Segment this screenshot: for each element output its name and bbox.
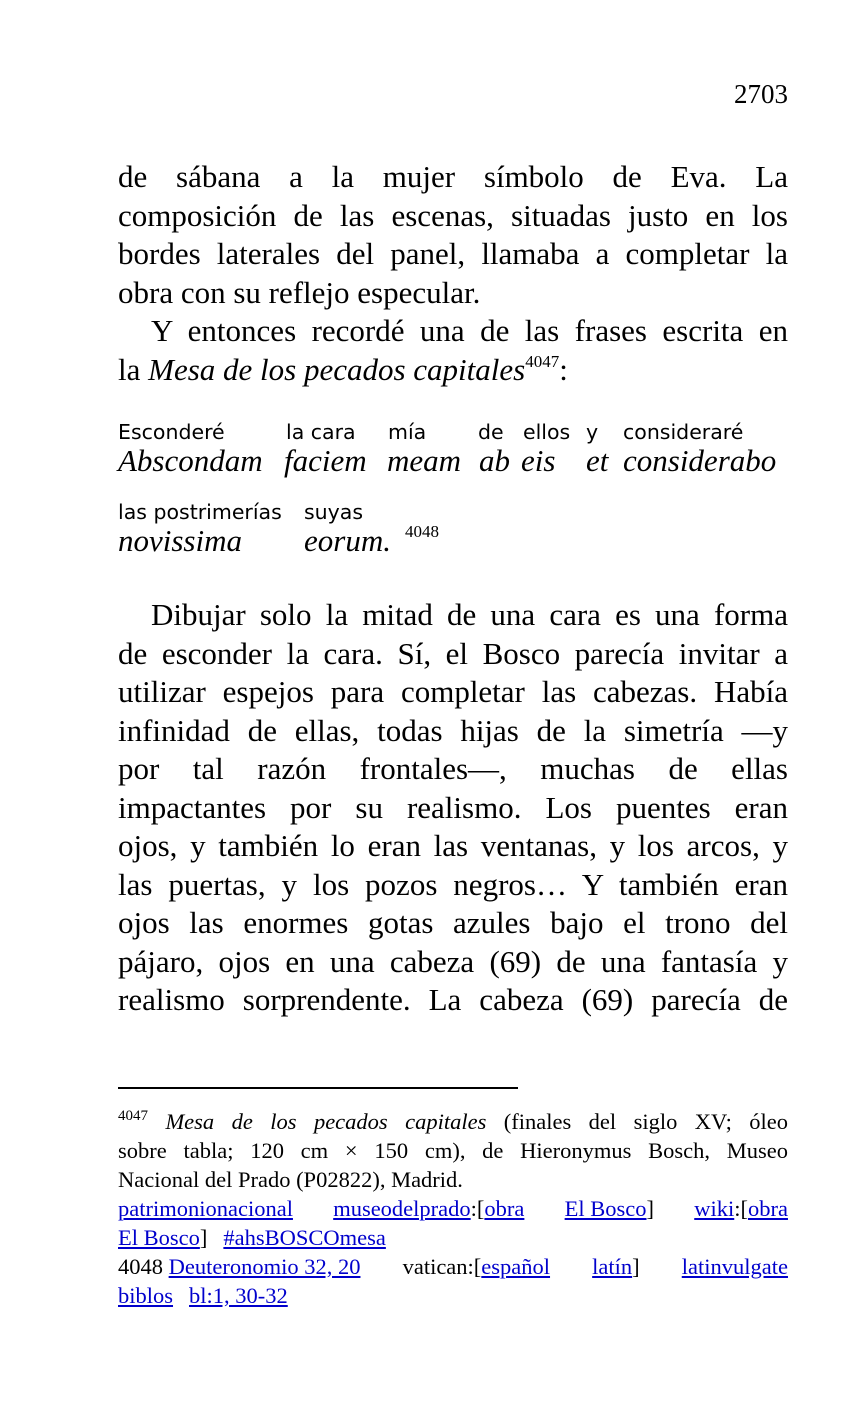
paragraph-line: ojos las enormes gotas azules bajo el trono del — [118, 905, 788, 940]
paragraph-line: utilizar espejos para completar las cabezas. Había — [118, 674, 788, 709]
link-biblos[interactable]: biblos — [118, 1283, 174, 1308]
latin-word: Abscondam — [118, 443, 263, 478]
paragraph-line: composición de las escenas, situadas justo en los — [118, 197, 788, 233]
link-hashtag[interactable]: #ahsBOSCOmesa — [223, 1225, 386, 1250]
latin-word: et — [586, 443, 609, 478]
latin-word: eis — [521, 443, 556, 478]
footnote-links — [118, 1194, 788, 1223]
work-title: Mesa de los pecados capitales — [148, 351, 526, 387]
footnote-separator — [118, 1087, 518, 1089]
gloss-word: suyas — [304, 500, 364, 524]
link-bl[interactable]: bl:1, 30-32 — [189, 1283, 288, 1308]
interlinear-line — [118, 420, 788, 480]
gloss-word: de — [478, 420, 504, 444]
paragraph-line: obra con su reflejo especular. — [118, 274, 481, 310]
link-espanol[interactable]: español — [481, 1254, 551, 1279]
latin-word: novissima — [118, 523, 242, 558]
work-title: Mesa de los pecados capitales — [165, 1109, 487, 1134]
footnote-number: 4047 — [118, 1108, 148, 1124]
paragraph-line — [118, 351, 788, 390]
separator: ] — [199, 1225, 208, 1250]
paragraph-line: Y entonces recordé una de las frases escrita en — [151, 313, 788, 348]
footnote-4048 — [118, 1252, 788, 1281]
latin-word: eorum. — [304, 523, 391, 558]
paragraph-line: las puertas, y los pozos negros… Y también eran — [118, 866, 788, 902]
separator: :[ — [470, 1196, 485, 1221]
paragraph — [118, 596, 788, 1020]
link-wiki[interactable]: wiki — [694, 1196, 735, 1221]
separator: vatican:[ — [402, 1254, 482, 1279]
separator: :[ — [734, 1196, 748, 1221]
link-group — [333, 1194, 524, 1223]
interlinear-line — [118, 500, 788, 560]
link-group — [694, 1194, 788, 1223]
paragraph-line: pájaro, ojos en una cabeza (69) de una fantasía y — [118, 943, 788, 979]
separator: ] — [646, 1196, 654, 1221]
link-museodelprado[interactable]: museodelprado — [333, 1196, 471, 1221]
link-deuteronomio[interactable]: Deuteronomio 32, 20 — [168, 1254, 361, 1279]
link-group — [118, 1252, 360, 1281]
paragraph-line: realismo sorprendente. La cabeza (69) parecía de — [118, 982, 788, 1017]
link-el-bosco[interactable]: El Bosco — [564, 1196, 647, 1221]
gloss-word: ellos — [523, 420, 571, 444]
footnote-links — [118, 1223, 788, 1252]
footnote-number: 4048 — [118, 1254, 163, 1279]
footnote-4047 — [118, 1107, 788, 1136]
link-wiki-obra[interactable]: obra — [748, 1196, 788, 1221]
text: : — [559, 351, 568, 387]
paragraph-line: impactantes por su realismo. Los puentes eran — [118, 789, 788, 825]
footnote-text: sobre tabla; 120 cm × 150 cm), de Hieronymus Bosch, Museo — [118, 1138, 788, 1163]
separator: ] — [632, 1254, 640, 1279]
gloss-word: y — [586, 420, 599, 444]
link-wiki-el-bosco[interactable]: El Bosco — [118, 1225, 200, 1250]
paragraph-line: Dibujar solo la mitad de una cara es una forma — [151, 597, 788, 632]
gloss-word: las postrimerías — [118, 500, 282, 524]
page-number: 2703 — [734, 79, 788, 109]
latin-word: ab — [479, 443, 510, 478]
footnote-reference[interactable]: 4048 — [405, 522, 439, 541]
main-text — [118, 158, 788, 1017]
latin-word: meam — [387, 443, 462, 478]
paragraph-line: de sábana a la mujer símbolo de Eva. La — [118, 159, 788, 194]
link-group — [592, 1252, 640, 1281]
paragraph-line: infinidad de ellas, todas hijas de la simetría —y — [118, 712, 788, 748]
link-group — [403, 1252, 550, 1281]
gloss-word: la cara — [286, 420, 356, 444]
footnote-text: (finales del siglo XV; óleo — [486, 1109, 789, 1134]
footnote-reference[interactable]: 4047 — [525, 351, 560, 371]
latin-word: faciem — [284, 443, 367, 478]
paragraph-line: de esconder la cara. Sí, el Bosco parecía invitar a — [118, 635, 788, 671]
paragraph-line: bordes laterales del panel, llamaba a completar la — [118, 236, 788, 271]
latin-word: considerabo — [623, 443, 777, 478]
gloss-word: Esconderé — [118, 420, 225, 444]
link-patrimonionacional[interactable]: patrimonionacional — [118, 1196, 293, 1221]
footnotes — [118, 1107, 788, 1310]
link-latinvulgate[interactable]: latinvulgate — [681, 1254, 788, 1279]
link-latin[interactable]: latín — [592, 1254, 633, 1279]
footnote-text: Nacional del Prado (P02822), Madrid. — [118, 1167, 463, 1192]
link-group — [565, 1194, 654, 1223]
gloss-word: mía — [388, 420, 427, 444]
paragraph-line: por tal razón frontales—, muchas de ellas — [118, 751, 788, 786]
paragraph-line: ojos, y también lo eran las ventanas, y los arcos, y — [118, 828, 788, 863]
footnote-links — [118, 1281, 788, 1310]
link-obra[interactable]: obra — [484, 1196, 525, 1221]
text: la — [118, 351, 149, 387]
gloss-word: consideraré — [623, 420, 744, 444]
